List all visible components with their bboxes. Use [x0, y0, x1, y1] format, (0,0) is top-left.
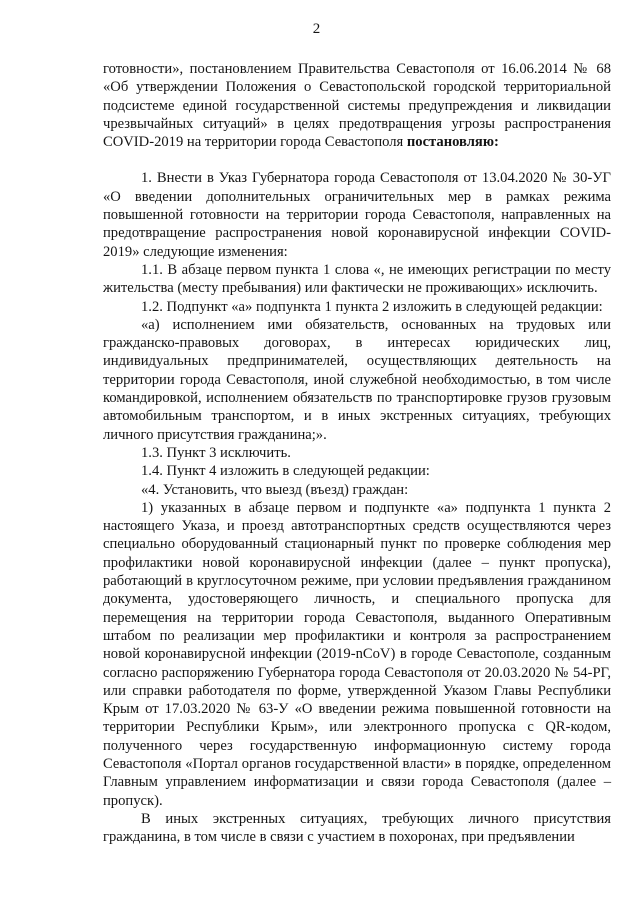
clause-1-4-paragraph: 1.4. Пункт 4 изложить в следующей редакции: [141, 463, 430, 480]
page-number: 2 [312, 21, 321, 37]
preamble-text: готовности», постановлением Правительства Севастополя от 16.06.2014 № 68 «Об утверждении Положения о Севастопольской городской территориальной подсистеме единой государственной системы предупреждения и ликвидации чрезвычайных ситуаций» в целях предотвращения угрозы распространения COVID-2019 на территории города Севастополя [103, 61, 611, 151]
emergency-situations-paragraph: В иных экстренных ситуациях, требующих личного присутствия гражданина, в том числе в связи с участием в похоронах, при предъявлении [103, 810, 611, 846]
clause-1-paragraph: 1. Внести в Указ Губернатора города Севастополя от 13.04.2020 № 30-УГ «О введении дополнительных ограничительных мер в рамках режима повышенной готовности на территории города Севастополя, направленных на предотвращение распространения новой коронавирусной инфекции COVID-2019» следующие изменения: [103, 170, 611, 260]
clause-1-3-paragraph: 1.3. Пункт 3 исключить. [141, 444, 291, 461]
clause-1-2-paragraph: 1.2. Подпункт «а» подпункта 1 пункта 2 изложить в следующей редакции: [141, 298, 603, 315]
resolution-word: постановляю: [406, 134, 499, 151]
preamble-paragraph [103, 60, 611, 151]
document-body [103, 60, 611, 846]
clause-1-1-paragraph: 1.1. В абзаце первом пункта 1 слова «, не имеющих регистрации по месту жительства (месту пребывания) или фактически не проживающих» исключить. [103, 261, 611, 297]
clause-4-item-1-paragraph: 1) указанных в абзаце первом и подпункте «а» подпункта 1 пункта 2 настоящего Указа, и проезд автотранспортных средств осуществляются через специально оборудованный стационарный пункт по проверке соблюдения мер профилактики новой коронавирусной инфекции (далее – пункт пропуска), работающий в круглосуточном режиме, при условии предъявления гражданином документа, удостоверяющего личность, и специального пропуска для перемещения на территории города Севастополя, выданного Оперативным штабом по реализации мер профилактики и контроля за распространением новой коронавирусной инфекции (2019-nCoV) в городе Севастополе, созданным согласно распоряжению Губернатора города Севастополя от 20.03.2020 № 54-РГ, или справки работодателя по форме, утвержденной Указом Главы Республики Крым от 17.03.2020 № 63-У «О введении режима повышенной готовности на территории Республики Крым», или электронного пропуска с QR-кодом, полученного через государственную информационную систему города Севастополя «Портал органов государственной власти» в порядке, определенном Главным управлением информатизации и связи города Севастополя (далее – пропуск). [103, 499, 611, 809]
subclause-a-paragraph: «а) исполнением ими обязательств, основанных на трудовых или гражданско-правовых договорах, в интересах юридических лиц, индивидуальных предпринимателей, осуществляющих деятельность на территории города Севастополя, иной служебной необходимостью, в том числе командировкой, исполнением обязательств по транспортировке грузов грузовым автомобильным транспортом, и в иных экстренных ситуациях, требующих личного присутствия гражданина;». [103, 316, 611, 443]
clause-4-heading-paragraph: «4. Установить, что выезд (въезд) граждан: [141, 481, 409, 498]
